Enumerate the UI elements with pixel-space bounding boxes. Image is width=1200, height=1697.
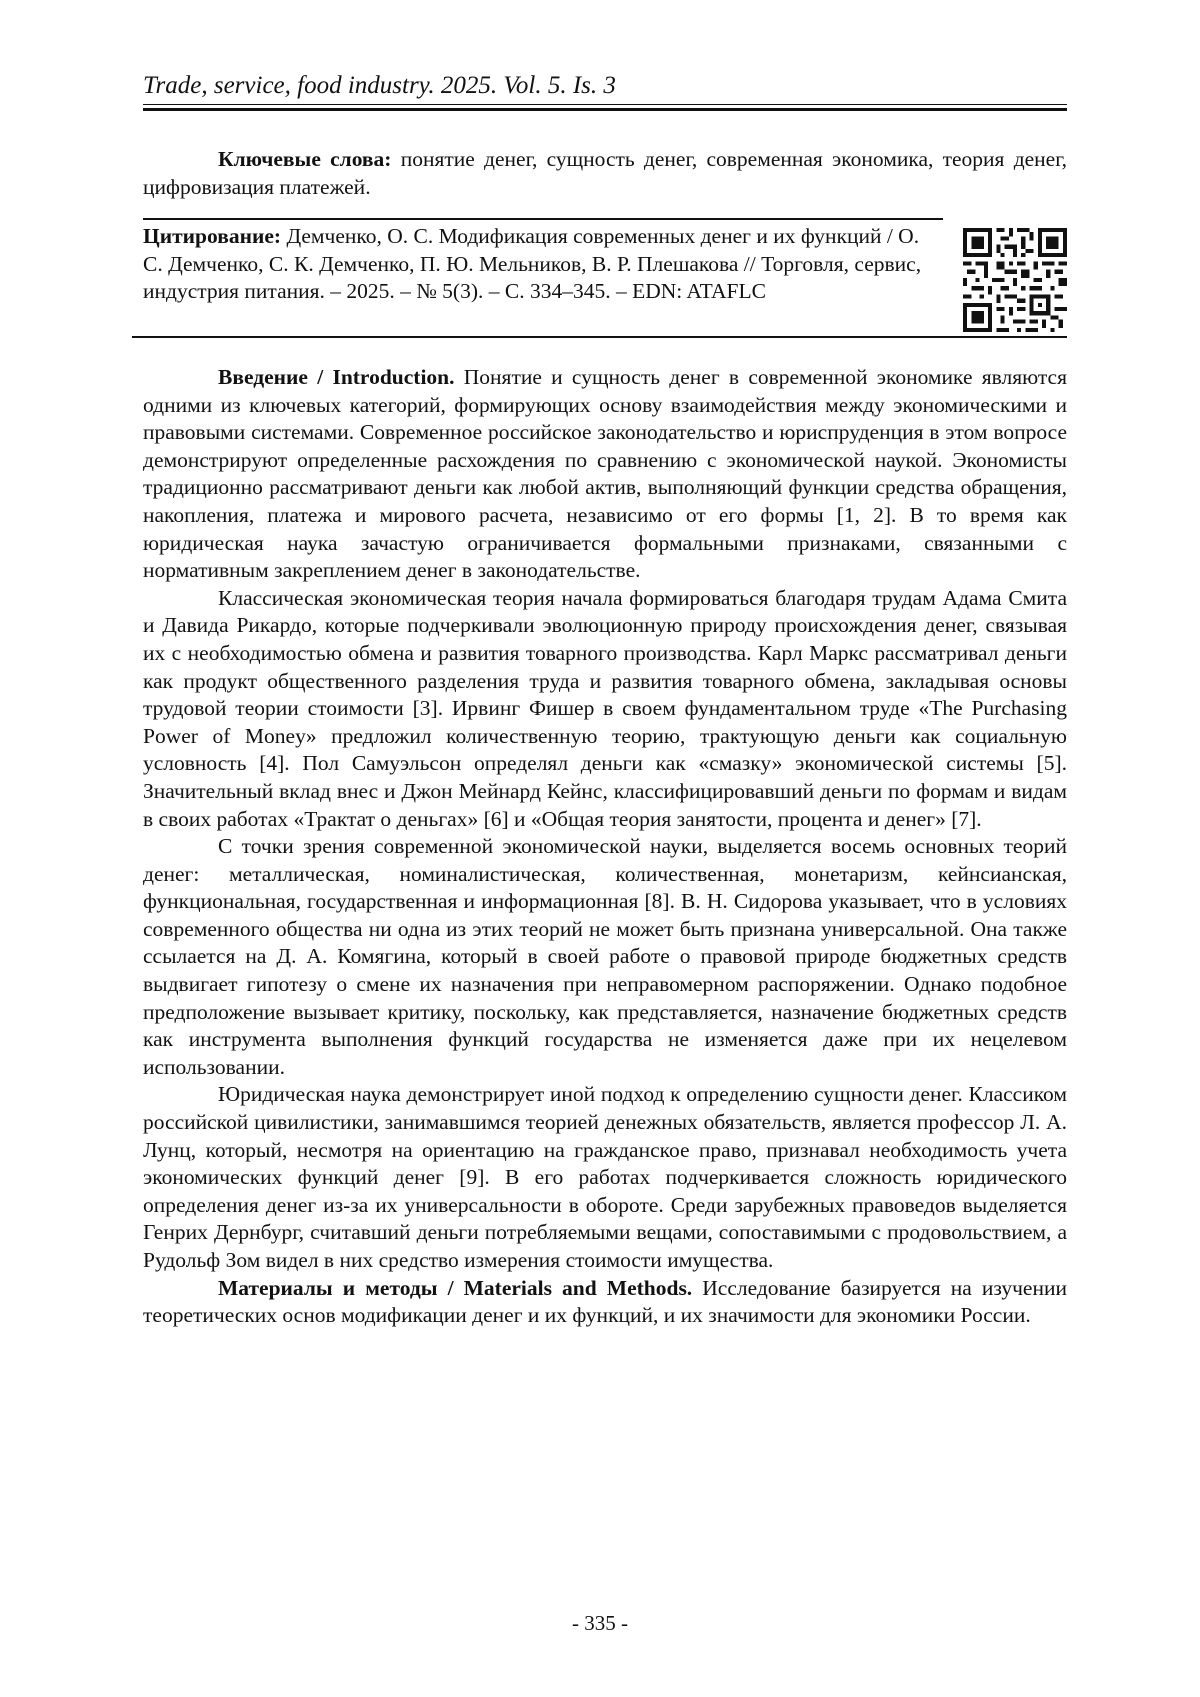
journal-header: Trade, service, food industry. 2025. Vol. 5. Is. 3 xyxy=(143,72,616,99)
methods-text: Исследование базируется на изучении теоретических основ модификации денег и их функций, и их значимости для экономики России. xyxy=(143,1275,1067,1328)
header-rule-thick xyxy=(143,108,1067,111)
citation-block xyxy=(143,223,943,306)
article-body xyxy=(143,364,1067,1330)
intro-text: Понятие и сущность денег в современной экономике являются одними из ключевых категорий, формирующих основу взаимодействия между экономическими и правовыми системами. Современное российское законодательство и юриспруденция в этом вопросе демонстрируют определенные расхождения по сравнению с экономической наукой. Экономисты традиционно рассматривают деньги как любой актив, выполняющий функции средства обращения, накопления, платежа и мирового расчета, независимо от его формы [1, 2]. В то время как юридическая наука зачастую ограничивается формальными признаками, связанными с нормативным закреплением денег в законодательстве. xyxy=(143,365,1067,583)
paragraph-4: Юридическая наука демонстрирует иной подход к определению сущности денег. Классиком российской цивилистики, занимавшимся теорией денежных обязательств, является профессор Л. А. Лунц, который, несмотря на ориентацию на гражданское право, признавал необходимость учета экономических функций денег [9]. В его работах подчеркивается сложность юридического определения денег из-за их универсальности в обороте. Среди зарубежных правоведов выделяется Генрих Дернбург, считавший деньги потребляемыми вещами, сопоставимыми с продовольствием, а Рудольф Зом видел в них средство измерения стоимости имущества. xyxy=(143,1082,1067,1272)
paragraph-2: Классическая экономическая теория начала формироваться благодаря трудам Адама Смита и Давида Рикардо, которые подчеркивали эволюционную природу происхождения денег, связывая их с необходимостью обмена и развития товарного производства. Карл Маркс рассматривал деньги как продукт общественного разделения труда и развития товарного обмена, закладывая основы трудовой теории стоимости [3]. Ирвинг Фишер в своем фундаментальном труде «The Purchasing Power of Money» предложил количественную теорию, трактующую деньги как социальную условность [4]. Пол Самуэльсон определял деньги как «смазку» экономической системы [5]. Значительный вклад внес и Джон Мейнард Кейнс, классифицировавший деньги по формам и видам в своих работах «Трактат о деньгах» [6] и «Общая теория занятости, процента и денег» [7]. xyxy=(143,585,1067,831)
citation-rule-bottom xyxy=(132,336,1067,338)
citation-rule-top xyxy=(143,218,943,220)
paragraph-3: С точки зрения современной экономической науки, выделяется восемь основных теорий денег: металлическая, номиналистическая, количественная, монетаризм, кейнсианская, функциональная, государственная и информационная [8]. В. Н. Сидорова указывает, что в условиях современного общества ни одна из этих теорий не может быть признана универсальной. Она также ссылается на Д. А. Комягина, который в своей работе о правовой природе бюджетных средств выдвигает гипотезу о смене их назначения при неправомерном распоряжении. Однако подобное предположение вызывает критику, поскольку, как представляется, назначение бюджетных средств как инструмента выполнения функций государства не изменяется даже при их нецелевом использовании. xyxy=(143,834,1067,1079)
page-number: - 335 - xyxy=(572,1611,628,1635)
intro-paragraph xyxy=(143,364,1067,585)
citation-label: Цитирование: xyxy=(143,224,282,248)
methods-paragraph xyxy=(143,1275,1067,1330)
intro-heading: Введение / Introduction. xyxy=(218,365,455,389)
keywords-label: Ключевые слова: xyxy=(218,147,392,171)
keywords-paragraph xyxy=(143,146,1067,201)
header-rule xyxy=(143,104,1067,105)
keywords-text: понятие денег, сущность денег, современная экономика, теория денег, цифровизация платежей. xyxy=(143,147,1067,199)
qr-code xyxy=(963,228,1067,332)
citation-text: Демченко, О. С. Модификация современных денег и их функций / О. С. Демченко, С. К. Демченко, П. Ю. Мельников, В. Р. Плешакова // Торговля, сервис, индустрия питания. – 2025. – № 5(3). – С. 334–345. – EDN: ATAFLC xyxy=(143,224,922,304)
keywords-block xyxy=(143,146,1067,201)
methods-heading: Материалы и методы / Materials and Methods. xyxy=(218,1275,693,1300)
